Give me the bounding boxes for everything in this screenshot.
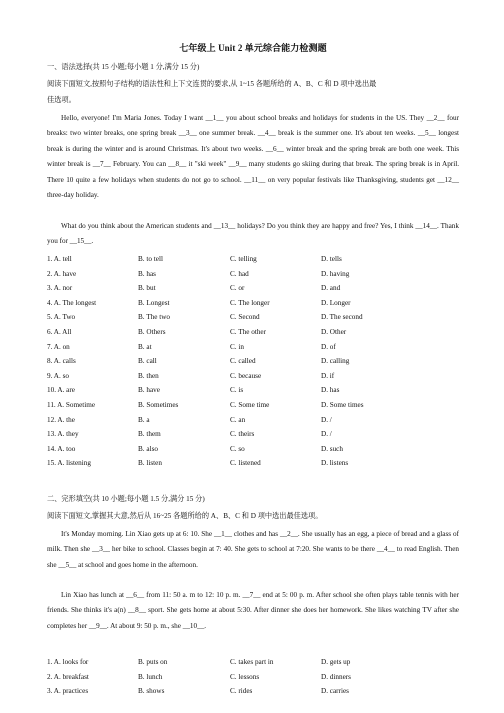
option-c: C. telling	[230, 255, 257, 263]
option-c: C. lessons	[230, 672, 260, 681]
option-a: 10. A. are	[47, 386, 75, 395]
option-d: D. tells	[321, 255, 342, 263]
option-row	[47, 256, 459, 266]
option-row	[47, 358, 459, 368]
option-row	[47, 285, 459, 295]
option-a: 11. A. Sometime	[47, 401, 96, 409]
option-b: B. but	[138, 284, 156, 293]
option-a: 4. A. The longest	[47, 298, 97, 307]
option-row	[47, 314, 459, 324]
option-c: C. an	[230, 415, 246, 424]
option-row	[47, 271, 459, 281]
option-row	[47, 674, 459, 684]
section1-passage-p1: Hello, everyone! I'm Maria Jones. Today I want __1__ you about school breaks and holidays for students in the US. They __2__ four breaks: two winter breaks, one spring break __3__ one summer break. __4__ break is the summer one. It's about ten weeks. __5__ longest break is during the winter and is around Christmas. It's about two weeks. __6__ winter break and the spring break are both one week. This winter break is __7__ February. You can __8__ it "ski week" __9__ many students go skiing during that break. The spring break is in April. There 10 quite a few holidays when students do not go to school. __11__ on very popular festivals like Thanksgiving, students get __12__ three-day holiday.	[47, 114, 459, 200]
option-row	[47, 460, 459, 470]
option-c: C. in	[230, 342, 244, 351]
option-d: D. Some times	[321, 401, 364, 409]
section1-instruction-cont: 佳选项。	[47, 96, 76, 104]
option-a: 1. A. looks for	[47, 658, 89, 666]
option-b: B. listen	[138, 459, 162, 468]
option-a: 7. A. on	[47, 342, 70, 351]
option-d: D. such	[321, 444, 343, 453]
option-row	[47, 688, 459, 698]
option-a: 3. A. practices	[47, 687, 89, 696]
option-c: C. had	[230, 269, 249, 278]
option-a: 1. A. tell	[47, 255, 72, 263]
option-d: D. and	[321, 284, 341, 293]
option-row	[47, 329, 459, 339]
option-b: B. Sometimes	[138, 401, 179, 409]
option-a: 15. A. listening	[47, 459, 91, 468]
option-a: 12. A. the	[47, 415, 75, 424]
option-d: D. calling	[321, 357, 350, 366]
option-b: B. at	[138, 342, 152, 351]
option-b: B. Longest	[138, 298, 170, 307]
option-d: D. Longer	[321, 298, 351, 307]
option-a: 5. A. Two	[47, 313, 76, 322]
section1-passage-p2: What do you think about the American students and __13__ holidays? Do you think they are happy and free? Yes, I think __14__. Thank you for __15__.	[47, 222, 459, 246]
section1-instruction: 阅读下面短文,按照句子结构的语法性和上下文连贯的要求,从 1~15 各题所给的 A、B、C 和 D 项中选出最	[47, 80, 377, 88]
option-d: D. having	[321, 269, 350, 278]
option-b: B. puts on	[138, 658, 168, 666]
option-c: C. because	[230, 371, 262, 380]
option-row	[47, 387, 459, 397]
option-b: B. to tell	[138, 255, 163, 263]
option-b: B. has	[138, 269, 156, 278]
option-d: D. /	[321, 415, 332, 424]
option-b: B. shows	[138, 687, 165, 696]
option-b: B. call	[138, 357, 157, 366]
option-c: C. rides	[230, 687, 253, 696]
option-d: D. of	[321, 342, 336, 351]
option-a: 8. A. calls	[47, 357, 76, 366]
option-b: B. then	[138, 371, 159, 380]
option-b: B. them	[138, 430, 161, 439]
option-a: 9. A. so	[47, 371, 69, 380]
option-row	[47, 417, 459, 427]
option-a: 2. A. breakfast	[47, 672, 89, 681]
option-c: C. takes part in	[230, 658, 274, 666]
option-c: C. is	[230, 386, 244, 395]
option-c: C. called	[230, 357, 256, 366]
option-row	[47, 300, 459, 310]
option-c: C. The longer	[230, 298, 270, 307]
option-d: D. /	[321, 430, 332, 439]
option-c: C. theirs	[230, 430, 255, 439]
option-a: 3. A. nor	[47, 284, 73, 293]
option-d: D. gets up	[321, 658, 351, 666]
option-d: D. listens	[321, 459, 349, 468]
option-a: 13. A. they	[47, 430, 79, 439]
option-d: D. Other	[321, 328, 347, 336]
section1-heading: 一、语法选择(共 15 小题;每小题 1 分,满分 15 分)	[47, 63, 200, 71]
option-c: C. so	[230, 444, 245, 453]
option-b: B. also	[138, 444, 158, 453]
section2-passage-p1: It's Monday morning. Lin Xiao gets up at 6: 10. She __1__ clothes and has __2__. She usually has an egg, a piece of bread and a glass of milk. Then she __3__ her bike to school. Classes begin at 7: 40. She gets to school at 7:20. She wants to be there __4__ to read English. Then she __5__ at school and goes home in the afternoon.	[47, 530, 459, 569]
section2-instruction: 阅读下面短文,掌握其大意,然后从 16~25 各题所给的 A、B、C 和 D 项中选出最佳选项。	[47, 512, 323, 520]
page-title: 七年级上 Unit 2 单元综合能力检测题	[179, 43, 327, 53]
option-b: B. Others	[138, 328, 166, 336]
option-c: C. Some time	[230, 401, 270, 409]
option-row	[47, 402, 459, 412]
option-row	[47, 431, 459, 441]
option-row	[47, 373, 459, 383]
option-d: D. has	[321, 386, 340, 395]
option-row	[47, 344, 459, 354]
option-d: D. The second	[321, 313, 363, 322]
option-row	[47, 446, 459, 456]
option-d: D. if	[321, 371, 335, 380]
option-c: C. listened	[230, 459, 261, 468]
option-c: C. or	[230, 284, 245, 293]
option-d: D. dinners	[321, 672, 351, 681]
option-a: 6. A. All	[47, 328, 72, 336]
option-row	[47, 659, 459, 669]
option-b: B. lunch	[138, 672, 163, 681]
option-d: D. carries	[321, 687, 349, 696]
option-c: C. Second	[230, 313, 260, 322]
option-b: B. have	[138, 386, 160, 395]
option-a: 2. A. have	[47, 269, 77, 278]
option-b: B. The two	[138, 313, 171, 322]
option-b: B. a	[138, 415, 150, 424]
option-a: 14. A. too	[47, 444, 76, 453]
option-c: C. The other	[230, 328, 266, 336]
section2-heading: 二、完形填空(共 10 小题;每小题 1.5 分,满分 15 分)	[47, 495, 205, 503]
section2-passage-p2: Lin Xiao has lunch at __6__ from 11: 50 a. m to 12: 10 p. m. __7__ end at 5: 00 p. m. After school she often plays table tennis with her friends. She thinks it's a(n) __8__ sport. She gets home at about 5:30. After dinner she does her homework. She likes watching TV after she completes her __9__. At about 9: 50 p. m., she __10__.	[47, 591, 459, 630]
